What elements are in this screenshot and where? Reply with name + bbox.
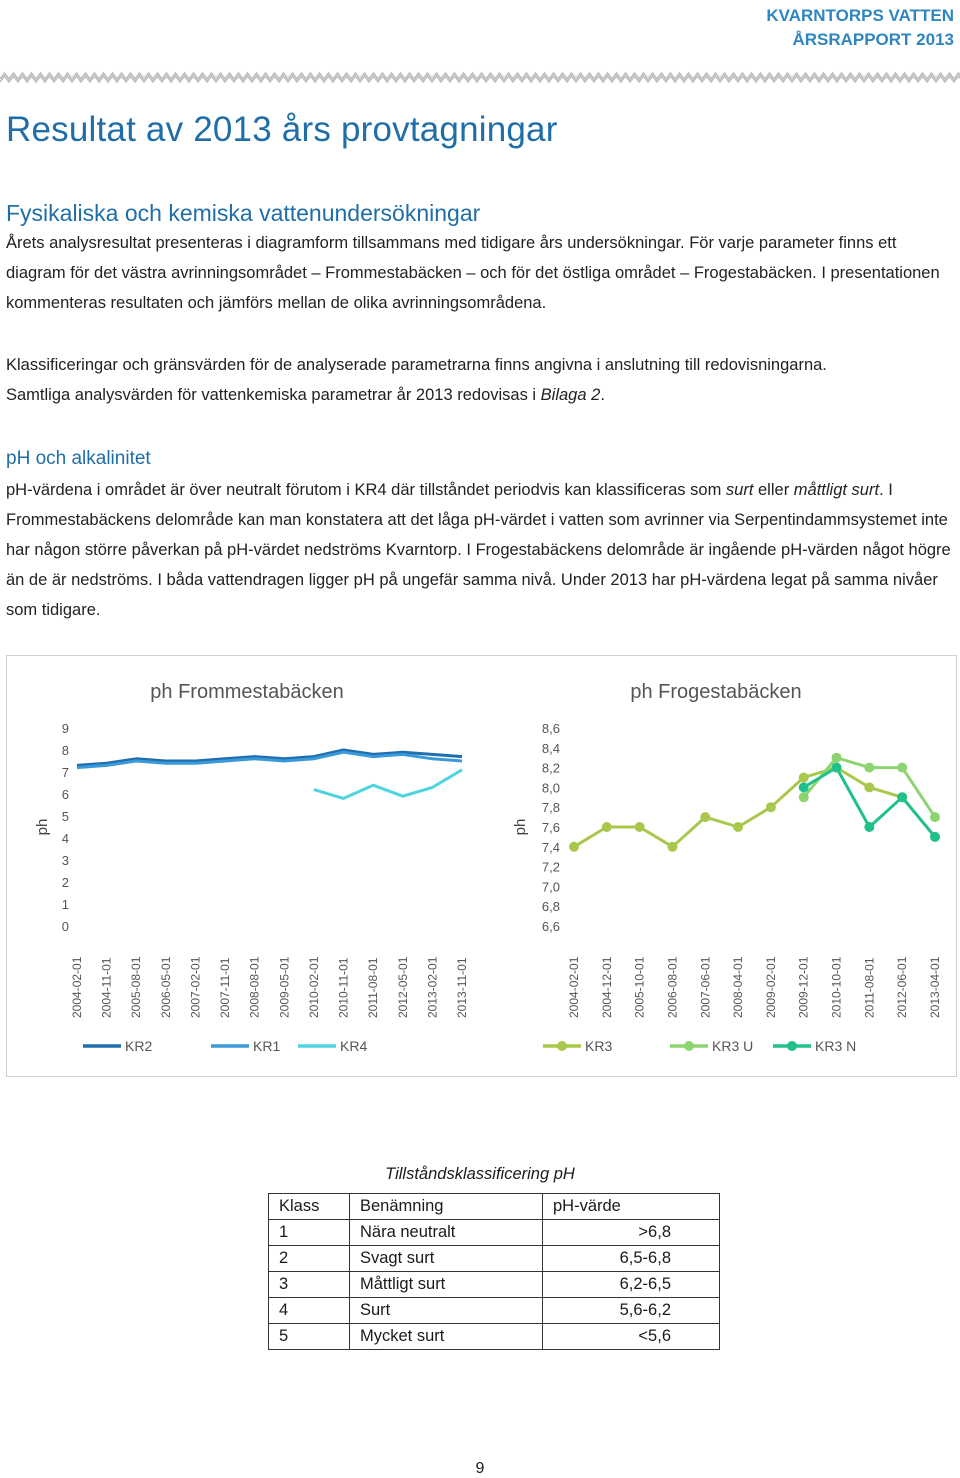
cell-ph-value: <5,6 [543,1324,720,1350]
legend-label: KR4 [340,1038,368,1054]
y-tick-label: 5 [61,809,69,824]
classification-note-paragraph: Klassificeringar och gränsvärden för de analyserade parametrarna finns angivna i anslutning till redovisningarna. [6,356,827,374]
y-tick-label: 8,6 [541,721,560,736]
y-tick-label: 6 [61,787,69,802]
data-point [602,822,612,832]
x-tick-label: 2012-05-01 [395,956,410,1018]
x-tick-label: 2010-02-01 [306,956,321,1018]
data-point [799,782,809,792]
cell-ph-value: 6,2-6,5 [543,1272,720,1298]
data-point [733,822,743,832]
ph-charts-frame [6,655,957,1077]
legend-label: KR1 [253,1038,281,1054]
legend-label: KR3 [585,1038,613,1054]
data-point [930,812,940,822]
y-tick-label: 8,4 [541,740,560,756]
y-tick-label: 6,8 [541,899,560,915]
table-row [269,1324,720,1350]
cell-ph-value: >6,8 [543,1220,720,1246]
x-tick-label: 2013-04-01 [928,956,942,1018]
cell-name: Surt [350,1298,543,1324]
data-point [897,763,907,773]
y-tick-label: 0 [61,919,69,934]
legend-label: KR3 N [815,1038,857,1054]
ph-text-3: . I Frommestabäckens delområde kan man konstatera att det låga pH-värdet i vatten som avrinner via Serpentindammsystemet inte har någon större påverkan på pH-värdet nedströms Kvarntorp. I Frogestabäckens delområde är ingående pH-värden något högre än de är nedströms. I båda vattendragen ligger pH på ungefär samma nivå. Under 2013 har pH-värdena legat på samma nivåer som tidigare. [6,481,951,619]
x-tick-label: 2004-12-01 [599,956,614,1018]
data-point [635,822,645,832]
section-heading: Fysikaliska och kemiska vattenundersökningar [6,200,481,226]
x-tick-label: 2011-08-01 [862,957,877,1018]
x-tick-label: 2004-02-01 [70,956,84,1018]
cell-class: 5 [269,1324,350,1350]
data-point [864,763,874,773]
series-line-kr2 [77,750,462,765]
x-tick-label: 2009-12-01 [796,956,811,1018]
y-tick-label: 7,2 [541,859,560,875]
cell-class: 2 [269,1246,350,1272]
series-line-kr4 [314,770,462,799]
chart-title: ph Frogestabäcken [630,681,802,703]
x-tick-label: 2009-05-01 [277,956,292,1018]
ph-paragraph [6,475,956,625]
x-tick-label: 2010-10-01 [829,956,844,1018]
table-row [269,1272,720,1298]
appendix-note-text: Samtliga analysvärden för vattenkemiska parametrar år 2013 redovisas i [6,386,541,404]
cell-ph-value: 5,6-6,2 [543,1298,720,1324]
x-tick-label: 2011-08-01 [366,957,381,1018]
y-tick-label: 3 [61,853,69,868]
page-title: Resultat av 2013 års provtagningar [6,110,558,149]
appendix-link-text: Bilaga 2 [540,386,601,404]
cell-class: 4 [269,1298,350,1324]
y-tick-label: 7,0 [541,879,560,895]
x-tick-label: 2005-08-01 [129,956,144,1018]
x-tick-label: 2007-06-01 [698,956,713,1018]
cell-ph-value: 6,5-6,8 [543,1246,720,1272]
y-tick-label: 7,4 [541,839,560,855]
series-line-kr1 [77,752,462,767]
y-axis-label: ph [34,818,51,836]
header-line-1: KVARNTORPS VATTEN [766,6,954,25]
ph-text-1: pH-värdena i området är över neutralt förutom i KR4 där tillståndet periodvis kan klassificeras som [6,481,726,499]
y-tick-label: 7,6 [541,820,560,835]
x-tick-label: 2007-11-01 [218,957,233,1018]
header-line-2: ÅRSRAPPORT 2013 [792,30,954,49]
data-point [667,842,677,852]
cell-class: 1 [269,1220,350,1246]
y-tick-label: 7 [61,765,69,780]
y-tick-label: 8,2 [541,760,560,776]
data-point [864,822,874,832]
y-tick-label: 6,6 [541,919,560,934]
table-row [269,1298,720,1324]
page-number: 9 [475,1460,485,1477]
table-header-row [269,1194,720,1220]
x-tick-label: 2006-08-01 [665,956,680,1018]
cell-name: Svagt surt [350,1246,543,1272]
legend-label: KR3 U [712,1038,754,1054]
ph-italic-surt: surt [725,481,754,499]
cell-class: 3 [269,1272,350,1298]
classification-table [268,1193,720,1350]
y-tick-label: 7,8 [541,800,560,816]
data-point [832,763,842,773]
chart-title: ph Frommestabäcken [150,681,344,703]
x-tick-label: 2013-02-01 [425,956,440,1018]
table-row [269,1220,720,1246]
cell-name: Nära neutralt [350,1220,543,1246]
data-point [569,842,579,852]
classification-caption: Tillståndsklassificering pH [385,1165,575,1183]
cell-name: Mycket surt [350,1324,543,1350]
y-tick-label: 1 [61,897,69,912]
header-ph-value: pH-värde [543,1194,720,1220]
data-point [832,753,842,763]
ph-text-2: eller [753,481,794,499]
data-point [864,782,874,792]
x-tick-label: 2008-08-01 [247,956,262,1018]
ph-section-heading: pH och alkalinitet [6,448,151,469]
decorative-zigzag-divider [0,70,960,88]
intro-paragraph: Årets analysresultat presenteras i diagramform tillsammans med tidigare års undersökningar. För varje parameter finns ett diagram för det västra avrinningsområdet – Frommestabäcken – och för det östliga området – Frogestabäcken. I presentationen kommenteras resultaten och jämförs mellan de olika avrinningsområdena. [6,234,940,312]
legend-label: KR2 [125,1038,153,1054]
data-point [799,773,809,783]
x-tick-label: 2008-04-01 [731,956,746,1018]
data-point [897,792,907,802]
x-tick-label: 2004-02-01 [567,956,581,1018]
x-tick-label: 2005-10-01 [632,956,647,1018]
y-tick-label: 4 [61,831,69,846]
appendix-note-end: . [600,386,605,404]
header-name: Benämning [350,1194,543,1220]
x-tick-label: 2010-11-01 [336,957,351,1018]
y-tick-label: 9 [61,721,69,736]
header-class: Klass [269,1194,350,1220]
cell-name: Måttligt surt [350,1272,543,1298]
legend-marker [684,1041,694,1051]
x-tick-label: 2007-02-01 [188,956,203,1018]
y-tick-label: 8 [61,743,69,758]
table-row [269,1246,720,1272]
data-point [930,832,940,842]
x-tick-label: 2004-11-01 [99,957,114,1018]
x-tick-label: 2006-05-01 [158,956,173,1018]
appendix-note-paragraph [6,380,956,410]
ph-charts [7,656,956,1076]
report-header [766,4,954,52]
data-point [700,812,710,822]
x-tick-label: 2009-02-01 [763,956,778,1018]
data-point [799,792,809,802]
y-tick-label: 2 [61,875,69,890]
x-tick-label: 2012-06-01 [895,956,910,1018]
y-tick-label: 8,0 [541,780,560,796]
legend-marker [557,1041,567,1051]
legend-marker [787,1041,797,1051]
series-line-kr3 [574,768,935,847]
y-axis-label: ph [512,818,529,836]
x-tick-label: 2013-11-01 [455,957,469,1018]
ph-italic-mattligt-surt: måttligt surt [793,481,880,499]
data-point [766,802,776,812]
